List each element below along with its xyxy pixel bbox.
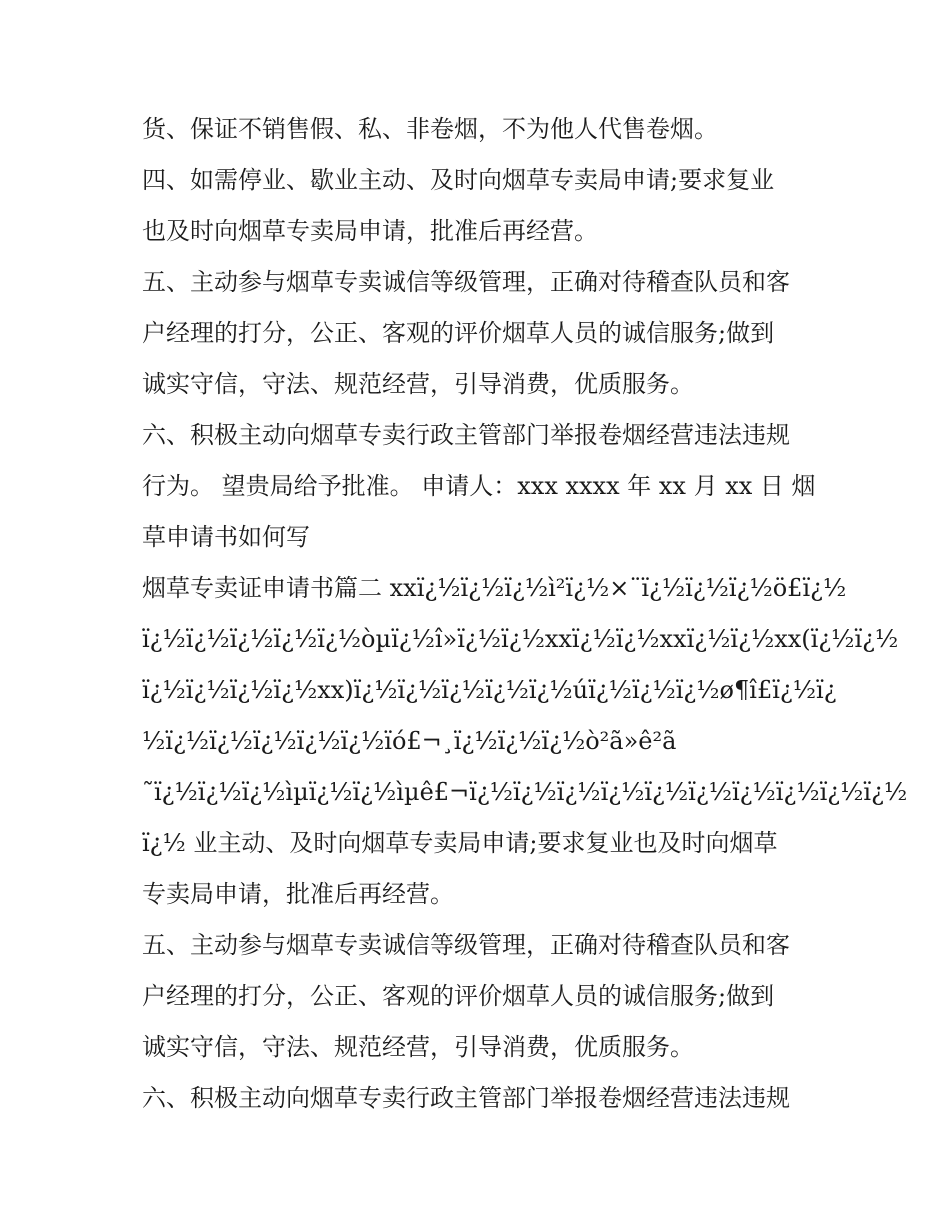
- text-line: 户经理的打分，公正、客观的评价烟草人员的诚信服务;做到: [142, 319, 775, 347]
- text-line: 诚实守信，守法、规范经营，引导消费，优质服务。: [142, 370, 694, 398]
- text-line: 专卖局申请，批准后再经营。: [142, 880, 454, 908]
- text-line: ˜ï¿½ï¿½ï¿½ìµï¿½ï¿½ìµê£¬ï¿½ï¿½ï¿½ï¿½ï¿½ï¿½ï¿½ï¿½ï¿½ï¿½: [142, 778, 908, 806]
- text-line: 草申请书如何写: [142, 523, 310, 551]
- text-line: ï¿½ï¿½ï¿½ï¿½xx)ï¿½ï¿½ï¿½ï¿½ï¿½úï¿½ï¿½ï¿½ø¶î£ï¿½ï¿: [142, 676, 837, 704]
- text-line: 六、积极主动向烟草专卖行政主管部门举报卷烟经营违法违规: [142, 1084, 790, 1112]
- text-line: ï¿½ï¿½ï¿½ï¿½ï¿½òµï¿½î»ï¿½ï¿½xxï¿½ï¿½xxï¿½ï¿½xx(ï¿½ï¿½: [142, 625, 899, 653]
- text-line: 也及时向烟草专卖局申请，批准后再经营。: [142, 217, 598, 245]
- text-line: 货、保证不销售假、私、非卷烟，不为他人代售卷烟。: [142, 115, 718, 143]
- text-line: 行为。 望贵局给予批准。 申请人：xxx xxxx 年 xx 月 xx 日 烟: [142, 472, 816, 500]
- text-line: 五、主动参与烟草专卖诚信等级管理，正确对待稽查队员和客: [142, 931, 790, 959]
- text-line: 诚实守信，守法、规范经营，引导消费，优质服务。: [142, 1033, 694, 1061]
- text-line: 烟草专卖证申请书篇二 xxï¿½ï¿½ï¿½ì²ï¿½×¨ï¿½ï¿½ï¿½ö£ï¿½: [142, 574, 847, 602]
- text-line: 户经理的打分，公正、客观的评价烟草人员的诚信服务;做到: [142, 982, 775, 1010]
- text-line: 五、主动参与烟草专卖诚信等级管理，正确对待稽查队员和客: [142, 268, 790, 296]
- text-line: 六、积极主动向烟草专卖行政主管部门举报卷烟经营违法违规: [142, 421, 790, 449]
- text-line: ï¿½ 业主动、及时向烟草专卖局申请;要求复业也及时向烟草: [142, 829, 778, 857]
- text-line: 四、如需停业、歇业主动、及时向烟草专卖局申请;要求复业: [142, 166, 775, 194]
- text-line: ½ï¿½ï¿½ï¿½ï¿½ï¿½ïó£¬¸ï¿½ï¿½ï¿½ò²ã»ê²ã: [142, 727, 677, 755]
- document-body: [142, 104, 908, 1124]
